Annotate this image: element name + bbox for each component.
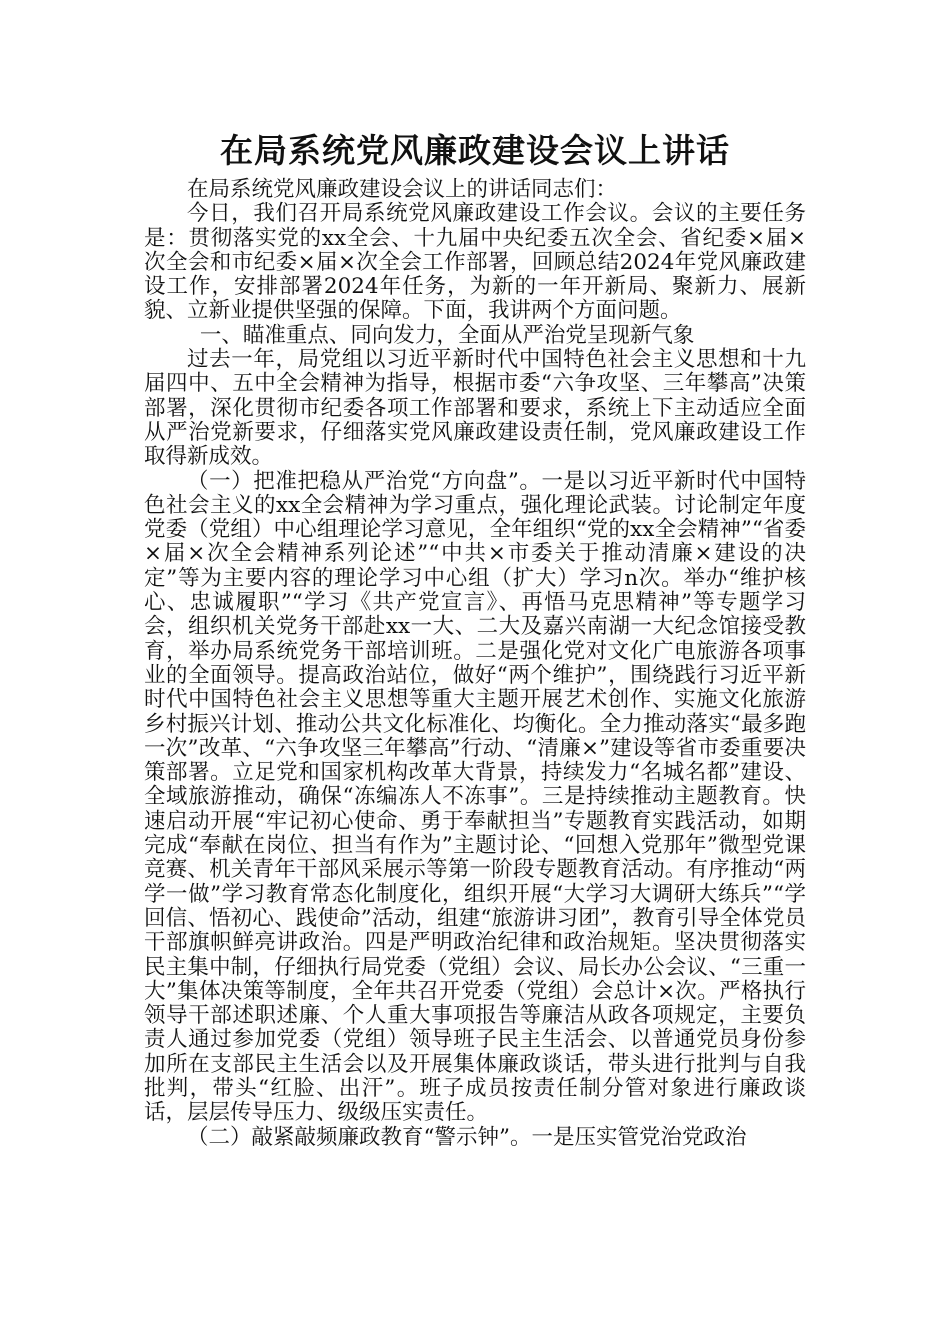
section-heading-1: 一、瞄准重点、同向发力，全面从严治党呈现新气象 [199, 322, 695, 348]
paragraph-subsection-1: （一）把准把稳从严治党“方向盘”。一是以习近平新时代中国特色社会主义的xx全会精神为学习重点，强化理论武装。讨论制定年度党委（党组）中心组理论学习意见，全年组织“党的xx全会精神”“省委×届×次全会精神系列论述”“中共×市委关于推动清廉×建设的决定”等为主要内容的理论学习中心组（扩大）学习n次。举办“维护核心、忠诚履职”“学习《共产党宣言》、再悟马克思精神”等专题学习会，组织机关党务干部赴xx一大、二大及嘉兴南湖一大纪念馆接受教育，举办局系统党务干部培训班。二是强化党对文化广电旅游各项事业的全面领导。提高政治站位，做好“两个维护”，围绕践行习近平新时代中国特色社会主义思想等重大主题开展艺术创作、实施文化旅游乡村振兴计划、推动公共文化标准化、均衡化。全力推动落实“最多跑一次”改革、“六争攻坚三年攀高”行动、“清廉×”建设等省市委重要决策部署。立足党和国家机构改革大背景，持续发力“名城名都”建设、全域旅游推动，确保“冻编冻人不冻事”。三是持续推动主题教育。快速启动开展“牢记初心使命、勇于奉献担当”专题教育实践活动，如期完成“奉献在岗位、担当有作为”主题讨论、“回想入党那年”微型党课竞赛、机关青年干部风采展示等第一阶段专题教育活动。有序推动“两学一做”学习教育常态化制度化，组织开展“大学习大调研大练兵”“学回信、悟初心、践使命”活动，组建“旅游讲习团”，教育引导全体党员干部旗帜鲜亮讲政治。四是严明政治纪律和政治规矩。坚决贯彻落实民主集中制，仔细执行局党委（党组）会议、局长办公会议、“三重一大”集体决策等制度，全年共召开党委（党组）会总计×次。严格执行领导干部述职述廉、个人重大事项报告等廉洁从政各项规定，主要负责人通过参加党委（党组）领导班子民主生活会、以普通党员身份参加所在支部民主生活会以及开展集体廉政谈话，带头进行批判与自我批判，带头“红脸、出汗”。班子成员按责任制分管对象进行廉政谈话，层层传导压力、级级压实责任。 [144, 468, 806, 1126]
paragraph-summary: 过去一年，局党组以习近平新时代中国特色社会主义思想和十九届四中、五中全会精神为指导，根据市委“六争攻坚、三年攀高”决策部署，深化贯彻市纪委各项工作部署和要求，系统上下主动适应全面从严治党新要求，仔细落实党风廉政建设责任制，党风廉政建设工作取得新成效。 [144, 347, 806, 470]
document-page [144, 126, 806, 1150]
paragraph-subsection-2: （二）敲紧敲频廉政教育“警示钟”。一是压实管党治党政治 [187, 1124, 747, 1150]
document-title: 在局系统党风廉政建设会议上讲话 [220, 131, 730, 170]
paragraph-intro: 今日，我们召开局系统党风廉政建设工作会议。会议的主要任务是：贯彻落实党的xx全会、十九届中央纪委五次全会、省纪委×届×次全会和市纪委×届×次全会工作部署，回顾总结2024年党风廉政建设工作，安排部署2024年任务，为新的一年开新局、聚新力、展新貌、立新业提供坚强的保障。下面，我讲两个方面问题。 [144, 201, 806, 324]
salutation: 在局系统党风廉政建设会议上的讲话同志们： [187, 177, 618, 202]
